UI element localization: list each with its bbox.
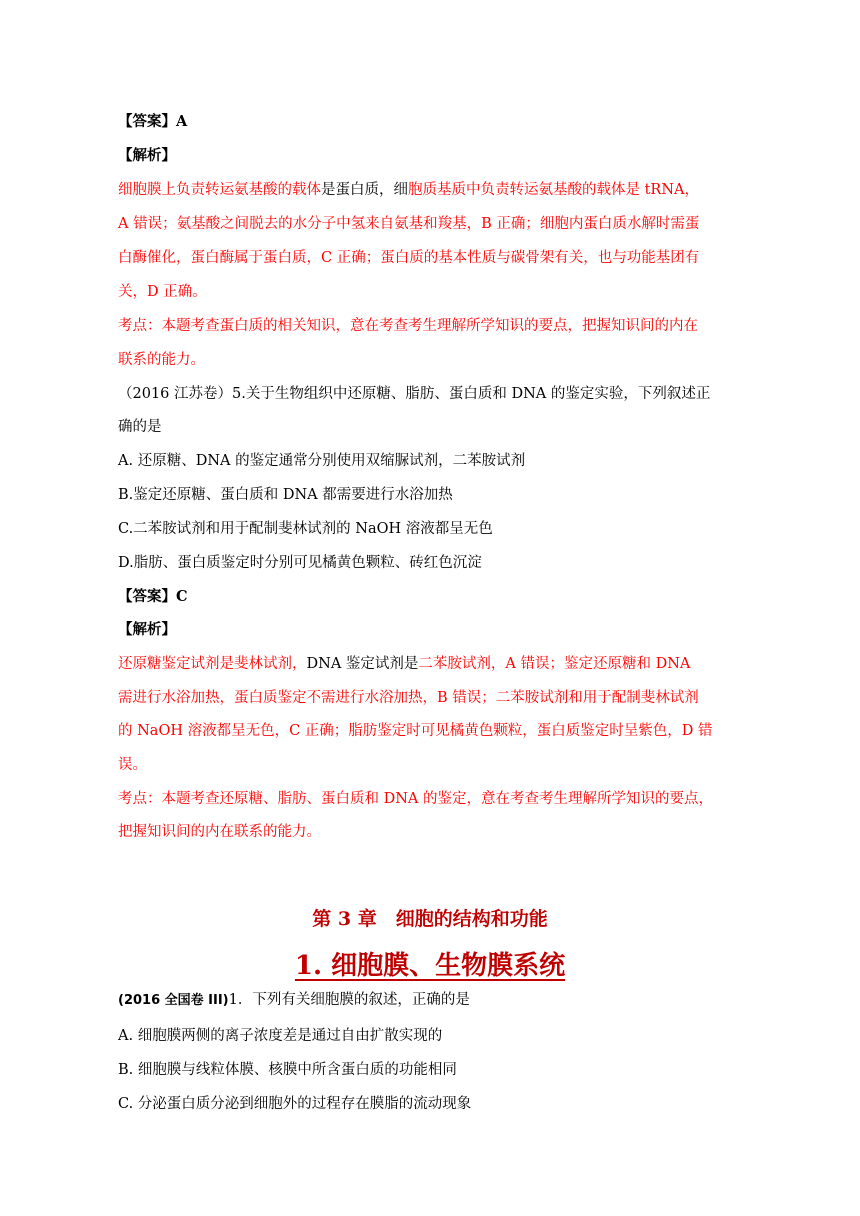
analysis-line: 还原糖鉴定试剂是斐林试剂，DNA 鉴定试剂是二苯胺试剂，A 错误；鉴定还原糖和 DNA (118, 656, 691, 672)
kaodian-line: 考点：本题考查还原糖、脂肪、蛋白质和 DNA 的鉴定，意在考查考生理解所学知识的要点， (118, 791, 713, 807)
kaodian-line: 联系的能力。 (118, 352, 205, 368)
option-a: A. 还原糖、DNA 的鉴定通常分别使用双缩脲试剂，二苯胺试剂 (118, 453, 526, 469)
analysis-line: A 错误；氨基酸之间脱去的水分子中氢来自氨基和羧基，B 正确；细胞内蛋白质水解时需蛋 (118, 216, 700, 232)
analysis-line: 误。 (118, 757, 147, 773)
analysis-line: 需进行水浴加热，蛋白质鉴定不需进行水浴加热，B 错误；二苯胺试剂和用于配制斐林试剂 (118, 690, 699, 706)
answer-label: 【答案】C (118, 588, 188, 605)
option-c: C. 分泌蛋白质分泌到细胞外的过程存在膜脂的流动现象 (118, 1096, 472, 1112)
option-a: A. 细胞膜两侧的离子浓度差是通过自由扩散实现的 (118, 1028, 443, 1044)
analysis-label: 【解析】 (118, 621, 176, 638)
analysis-line: 的 NaOH 溶液都呈无色，C 正确；脂肪鉴定时可见橘黄色颗粒，蛋白质鉴定时呈紫色，D 错 (118, 723, 713, 739)
option-d: D.脂肪、蛋白质鉴定时分别可见橘黄色颗粒、砖红色沉淀 (118, 555, 482, 571)
analysis-line: 关，D 正确。 (118, 284, 207, 300)
chapter-title: 第 3 章 细胞的结构和功能 (312, 908, 548, 930)
kaodian-line: 考点：本题考查蛋白质的相关知识，意在考查考生理解所学知识的要点，把握知识间的内在 (118, 318, 698, 334)
analysis-line: 细胞膜上负责转运氨基酸的载体是蛋白质，细胞质基质中负责转运氨基酸的载体是 tRNA， (118, 182, 700, 198)
question-stem: (2016 全国卷 III)1．下列有关细胞膜的叙述，正确的是 (118, 992, 470, 1008)
answer-label: 【答案】A (118, 113, 188, 130)
question-source: (2016 全国卷 III) (118, 993, 229, 1008)
option-c: C.二苯胺试剂和用于配制斐林试剂的 NaOH 溶液都呈无色 (118, 521, 493, 537)
question-stem: （2016 江苏卷）5.关于生物组织中还原糖、脂肪、蛋白质和 DNA 的鉴定实验，下列叙述正 (118, 386, 711, 402)
analysis-label: 【解析】 (118, 147, 176, 164)
question-stem: 确的是 (118, 419, 162, 435)
analysis-line: 白酶催化，蛋白酶属于蛋白质，C 正确；蛋白质的基本性质与碳骨架有关，也与功能基团有 (118, 250, 700, 266)
option-b: B. 细胞膜与线粒体膜、核膜中所含蛋白质的功能相同 (118, 1062, 457, 1078)
kaodian-line: 把握知识间的内在联系的能力。 (118, 824, 321, 840)
option-b: B.鉴定还原糖、蛋白质和 DNA 都需要进行水浴加热 (118, 487, 453, 503)
section-title: 1. 细胞膜、生物膜系统 (294, 951, 566, 981)
